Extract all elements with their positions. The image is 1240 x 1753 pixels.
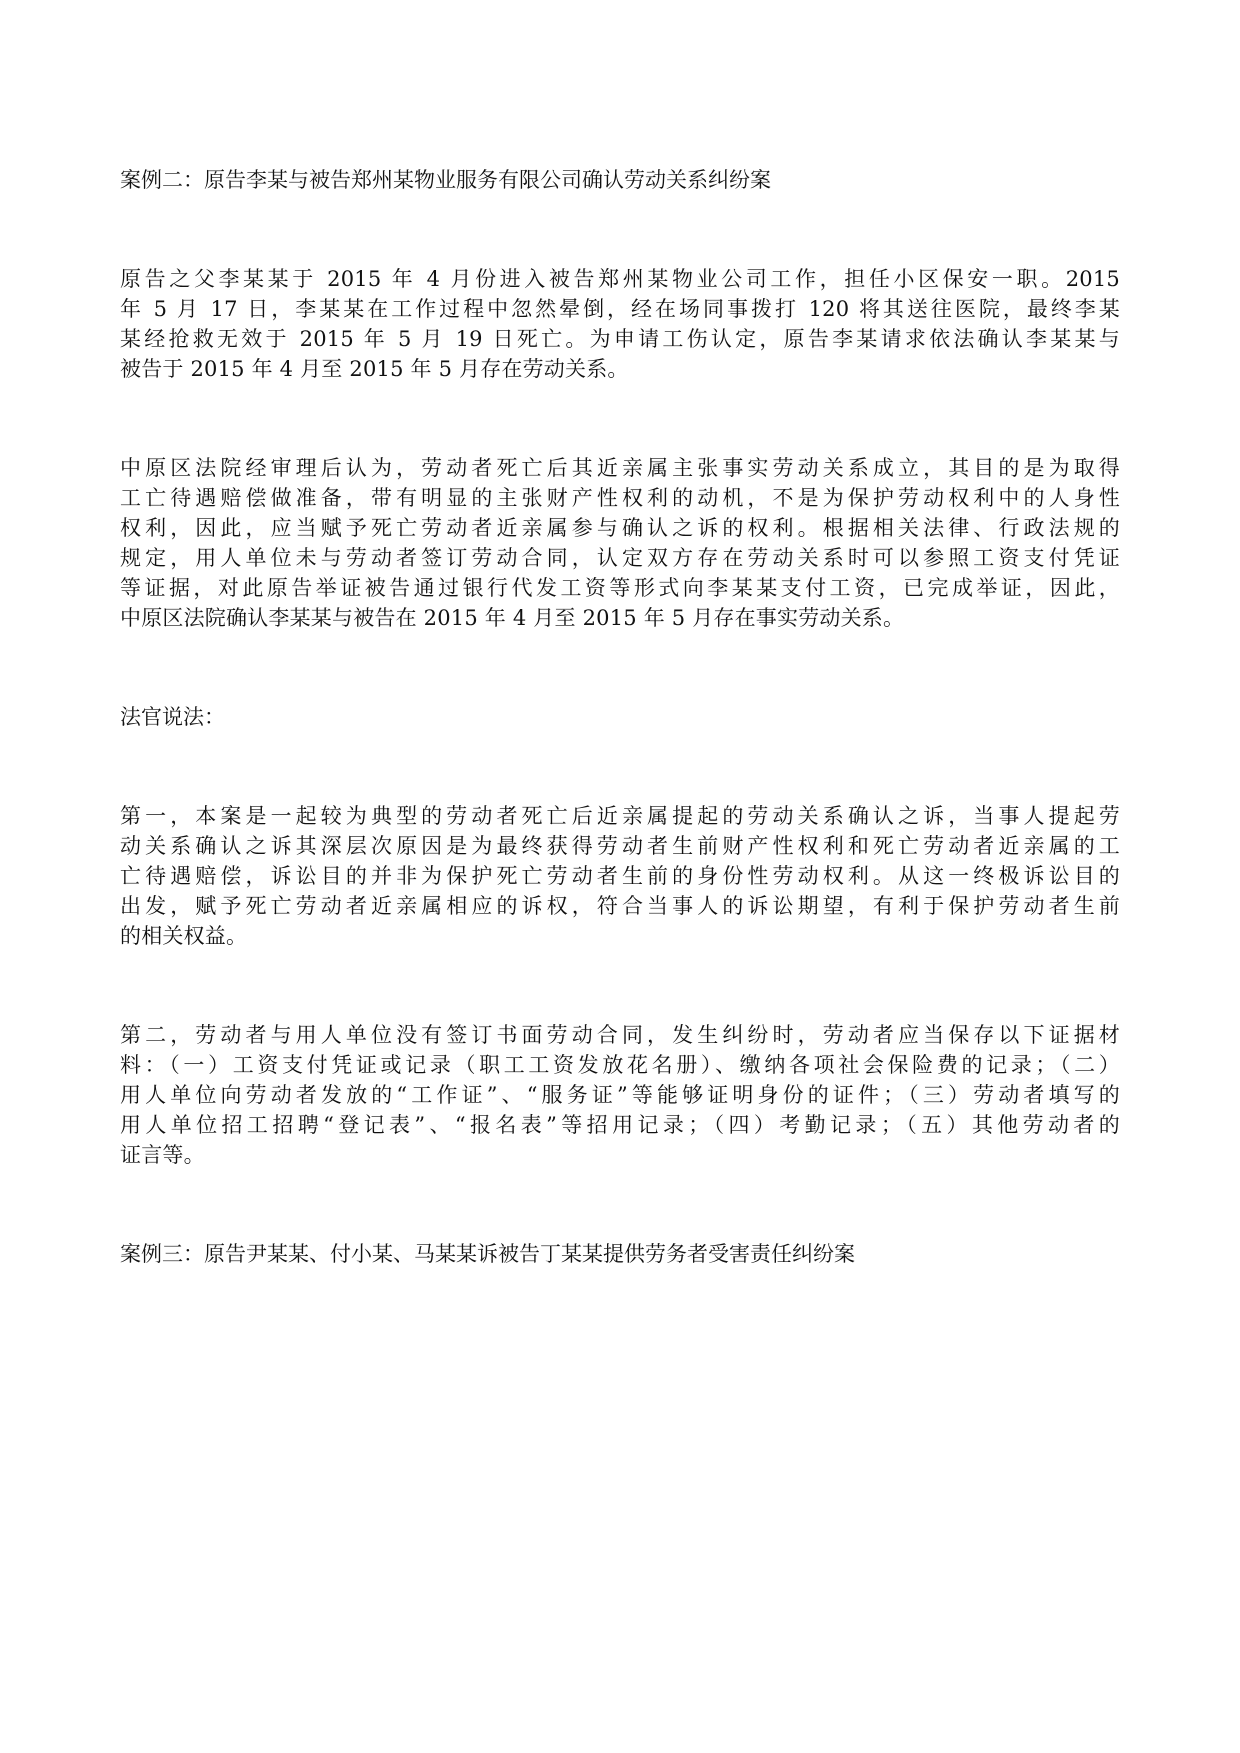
- paragraph-line: 等证据，对此原告举证被告通过银行代发工资等形式向李某某支付工资，已完成举证，因此，: [120, 576, 1120, 600]
- paragraph-line: 动关系确认之诉其深层次原因是为最终获得劳动者生前财产性权利和死亡劳动者近亲属的工: [120, 834, 1120, 858]
- case3-title: 案例三：原告尹某某、付小某、马某某诉被告丁某某提供劳务者受害责任纠纷案: [120, 1242, 855, 1266]
- case2-ruling-paragraph: [120, 453, 1120, 633]
- paragraph-line: 某经抢救无效于 2015 年 5 月 19 日死亡。为申请工伤认定，原告李某请求依法确认李某某与: [120, 327, 1120, 351]
- judge-point-2-paragraph: [120, 1020, 1120, 1170]
- paragraph-line: 被告于 2015 年 4 月至 2015 年 5 月存在劳动关系。: [120, 357, 629, 381]
- paragraph-line: 年 5 月 17 日，李某某在工作过程中忽然晕倒，经在场同事拨打 120 将其送往医院，最终李某: [120, 297, 1120, 321]
- paragraph-line: 中原区法院确认李某某与被告在 2015 年 4 月至 2015 年 5 月存在事实劳动关系。: [120, 606, 905, 630]
- paragraph-line: 用人单位招工招聘“登记表”、“报名表”等招用记录；（四）考勤记录；（五）其他劳动者的: [120, 1113, 1120, 1137]
- paragraph-line: 权利，因此，应当赋予死亡劳动者近亲属参与确认之诉的权利。根据相关法律、行政法规的: [120, 516, 1120, 540]
- case2-facts-paragraph: [120, 264, 1120, 384]
- document-body: [120, 165, 1120, 1269]
- paragraph-line: 亡待遇赔偿，诉讼目的并非为保护死亡劳动者生前的身份性劳动权利。从这一终极诉讼目的: [120, 864, 1120, 888]
- paragraph-line: 的相关权益。: [120, 924, 248, 948]
- paragraph-line: 证言等。: [120, 1143, 205, 1167]
- paragraph-line: 中原区法院经审理后认为，劳动者死亡后其近亲属主张事实劳动关系成立，其目的是为取得: [120, 456, 1120, 480]
- judge-point-1-paragraph: [120, 801, 1120, 951]
- paragraph-line: 第一，本案是一起较为典型的劳动者死亡后近亲属提起的劳动关系确认之诉，当事人提起劳: [120, 804, 1120, 828]
- paragraph-line: 用人单位向劳动者发放的“工作证”、“服务证”等能够证明身份的证件；（三）劳动者填写的: [120, 1083, 1120, 1107]
- paragraph-line: 出发，赋予死亡劳动者近亲属相应的诉权，符合当事人的诉讼期望，有利于保护劳动者生前: [120, 894, 1120, 918]
- case2-title: 案例二：原告李某与被告郑州某物业服务有限公司确认劳动关系纠纷案: [120, 168, 771, 192]
- paragraph-line: 料：（一）工资支付凭证或记录（职工工资发放花名册）、缴纳各项社会保险费的记录；（二）: [120, 1053, 1120, 1077]
- paragraph-line: 工亡待遇赔偿做准备，带有明显的主张财产性权利的动机，不是为保护劳动权利中的人身性: [120, 486, 1120, 510]
- paragraph-line: 第二，劳动者与用人单位没有签订书面劳动合同，发生纠纷时，劳动者应当保存以下证据材: [120, 1023, 1120, 1047]
- paragraph-line: 原告之父李某某于 2015 年 4 月份进入被告郑州某物业公司工作，担任小区保安一职。2015: [120, 267, 1120, 291]
- paragraph-line: 规定，用人单位未与劳动者签订劳动合同，认定双方存在劳动关系时可以参照工资支付凭证: [120, 546, 1120, 570]
- judge-commentary-heading: 法官说法：: [120, 705, 225, 729]
